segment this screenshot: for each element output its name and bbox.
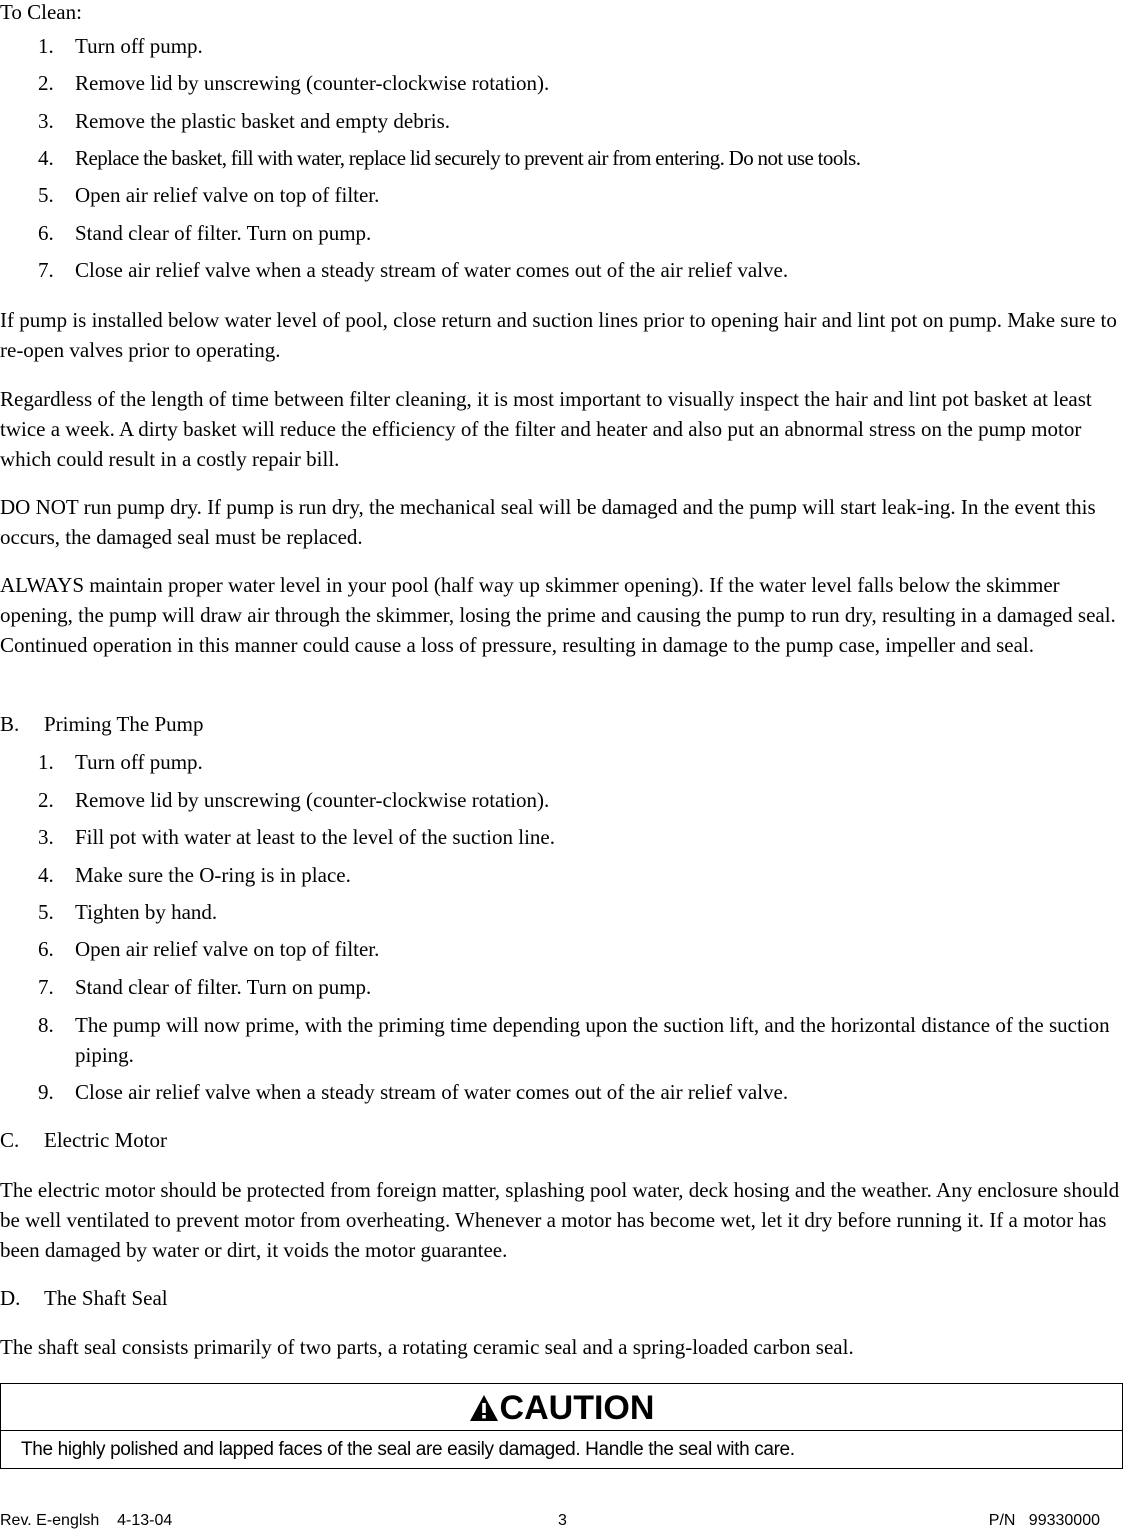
step-text: Replace the basket, fill with water, replace lid securely to prevent air from entering. Do not use tools. (75, 146, 861, 170)
step-number: 7. (38, 258, 54, 282)
motor-paragraph: The electric motor should be protected from foreign matter, splashing pool water, deck hosing and the weather. Any enclosure should be well ventilated to prevent motor from overheating. Whenever a motor has become wet, let it dry before running it. If a motor has been damaged by water or dirt, it voids the motor guarantee. (0, 1178, 1120, 1262)
warning-triangle-icon (469, 1393, 499, 1423)
step-text: Open air relief valve on top of filter. (75, 183, 380, 207)
caution-label: CAUTION (499, 1389, 655, 1427)
step-text: Fill pot with water at least to the level of the suction line. (75, 825, 555, 849)
step-text: Remove the plastic basket and empty debris. (75, 109, 450, 133)
section-letter: C. (0, 1128, 20, 1152)
step-number: 3. (38, 109, 54, 133)
footer-part-number: P/N 99330000 (988, 1512, 1100, 1529)
clean-heading: To Clean: (0, 0, 82, 24)
step-number: 5. (38, 183, 54, 207)
step-number: 6. (38, 937, 54, 961)
step-number: 3. (38, 825, 54, 849)
step-text: Turn off pump. (75, 34, 203, 58)
section-title: Electric Motor (44, 1128, 168, 1152)
caution-message: The highly polished and lapped faces of the seal are easily damaged. Handle the seal with care. (21, 1439, 795, 1460)
step-number: 8. (38, 1013, 54, 1037)
caution-box (0, 1383, 1123, 1469)
step-number: 4. (38, 863, 54, 887)
step-number: 1. (38, 34, 54, 58)
page-footer (0, 1512, 1125, 1536)
step-text: Open air relief valve on top of filter. (75, 937, 380, 961)
seal-paragraph: The shaft seal consists primarily of two parts, a rotating ceramic seal and a spring-loaded carbon seal. (0, 1335, 854, 1359)
footer-page-number: 3 (558, 1512, 567, 1529)
step-number: 2. (38, 71, 54, 95)
step-number: 1. (38, 750, 54, 774)
step-number: 4. (38, 146, 54, 170)
step-text: Remove lid by unscrewing (counter-clockwise rotation). (75, 71, 550, 95)
section-title: Priming The Pump (44, 712, 204, 736)
section-letter: D. (0, 1286, 21, 1310)
step-text: Stand clear of filter. Turn on pump. (75, 221, 372, 245)
step-text: The pump will now prime, with the priming time depending upon the suction lift, and the horizontal distance of the suction piping. (75, 1013, 1110, 1067)
step-number: 5. (38, 900, 54, 924)
step-text: Turn off pump. (75, 750, 203, 774)
step-text: Tighten by hand. (75, 900, 218, 924)
step-text: Close air relief valve when a steady stream of water comes out of the air relief valve. (75, 258, 789, 282)
step-text: Close air relief valve when a steady stream of water comes out of the air relief valve. (75, 1080, 789, 1104)
section-letter: B. (0, 712, 20, 736)
section-title: The Shaft Seal (44, 1286, 168, 1310)
step-text: Stand clear of filter. Turn on pump. (75, 975, 372, 999)
inspect-paragraph: Regardless of the length of time between filter cleaning, it is most important to visually inspect the hair and lint pot basket at least twice a week. A dirty basket will reduce the efficiency of the filter and heater and also put an abnormal stress on the pump motor which could result in a costly repair bill. (0, 387, 1092, 471)
footer-revision: Rev. E-englsh 4-13-04 (0, 1512, 173, 1529)
step-number: 7. (38, 975, 54, 999)
water-level-paragraph: ALWAYS maintain proper water level in your pool (half way up skimmer opening). If the water level falls below the skimmer opening, the pump will draw air through the skimmer, losing the prime and causing the pump to run dry, resulting in a damaged seal. Continued operation in this manner could cause a loss of pressure, resulting in damage to the pump case, impeller and seal. (0, 573, 1116, 657)
step-text: Make sure the O-ring is in place. (75, 863, 351, 887)
step-number: 6. (38, 221, 54, 245)
caution-header (1, 1384, 1122, 1431)
dry-run-paragraph: DO NOT run pump dry. If pump is run dry, the mechanical seal will be damaged and the pump will start leak-ing. In the event this occurs, the damaged seal must be replaced. (0, 495, 1096, 549)
step-number: 9. (38, 1080, 54, 1104)
step-text: Remove lid by unscrewing (counter-clockwise rotation). (75, 788, 550, 812)
below-water-paragraph: If pump is installed below water level of pool, close return and suction lines prior to opening hair and lint pot on pump. Make sure to re-open valves prior to operating. (0, 308, 1117, 362)
step-number: 2. (38, 788, 54, 812)
